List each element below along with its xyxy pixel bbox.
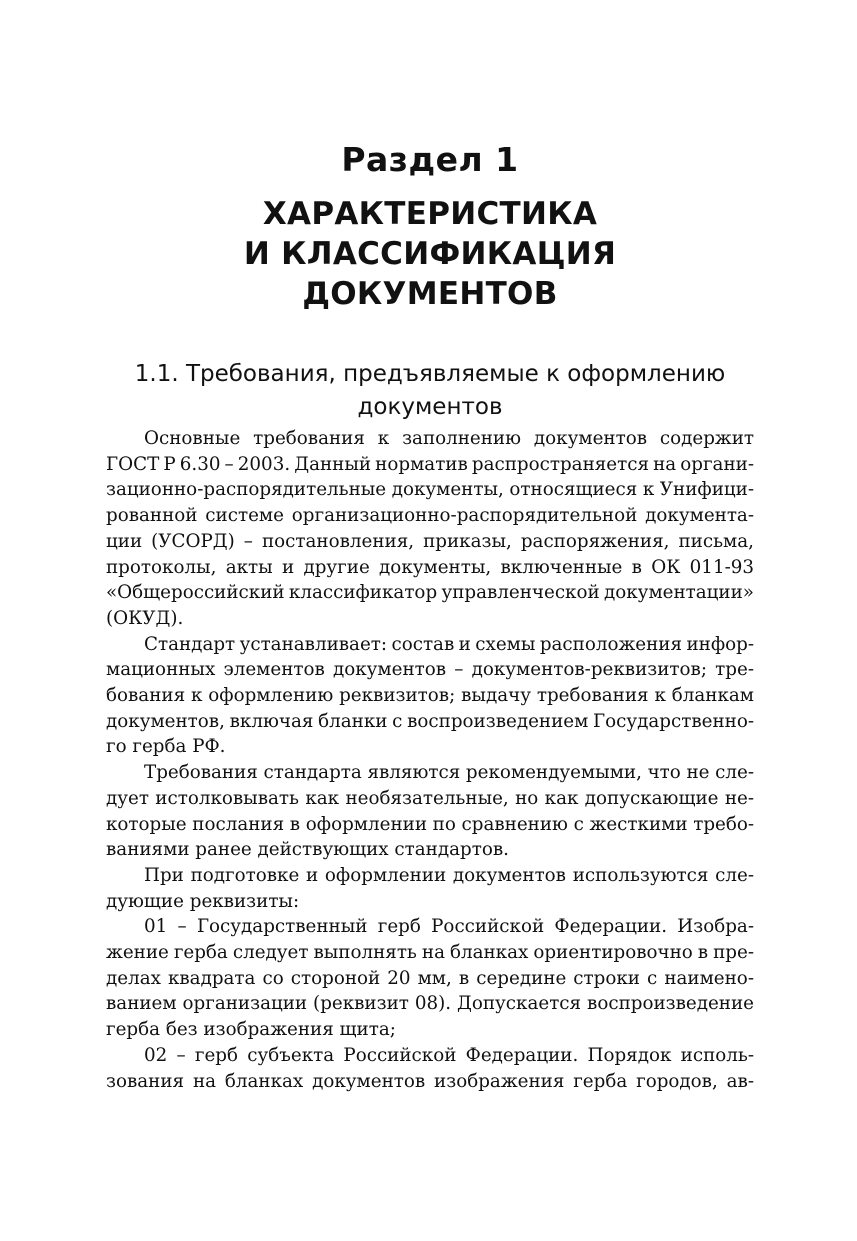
text-line: протоколы, акты и другие документы, включенные в ОК 011-93 [106, 556, 755, 578]
paragraph [106, 760, 754, 863]
text-line: Основные требования к заполнению документов содержит [144, 428, 755, 449]
paragraph [106, 426, 754, 632]
paragraph [106, 1043, 754, 1094]
text-line: 02 – герб субъекта Российской Федерации. Порядок исполь- [144, 1044, 754, 1066]
text-line: ваниями ранее действующих стандартов. [106, 839, 509, 861]
text-line: герба без изображения щита; [106, 1019, 396, 1041]
body-text [106, 426, 754, 1094]
text-line: зования на бланках документов изображения герба городов, ав- [106, 1070, 755, 1092]
section-label: Раздел 1 [341, 140, 519, 179]
paragraph [106, 632, 754, 761]
paragraph [106, 914, 754, 1043]
text-line: которые послания в оформлении по сравнению с жесткими требо- [106, 813, 755, 835]
text-line: ванием организации (реквизит 08). Допускается воспроизведение [106, 993, 754, 1015]
chapter-title-line: ХАРАКТЕРИСТИКА [262, 196, 598, 232]
text-line: «Общероссийский классификатор управленческой документации» [106, 582, 754, 604]
text-line: дует истолковывать как необязательные, но как допускающие не- [106, 787, 754, 809]
page [106, 138, 754, 1094]
text-line: го герба РФ. [106, 736, 226, 758]
text-line: Стандарт устанавливает: состав и схемы расположения инфор- [144, 633, 755, 655]
text-line: документов, включая бланки с воспроизведением Государственно- [106, 710, 755, 732]
text-line: 01 – Государственный герб Российской Федерации. Изобра- [144, 916, 754, 938]
subsection-title-line: документов [357, 394, 503, 420]
subsection-title [106, 358, 754, 424]
text-line: жение герба следует выполнять на бланках ориентировочно в пре- [106, 942, 754, 964]
chapter-title-line: ДОКУМЕНТОВ [302, 276, 558, 312]
text-line: делах квадрата со стороной 20 мм, в середине строки с наимено- [106, 967, 754, 989]
text-line: (ОКУД). [106, 607, 184, 629]
subsection-title-line: 1.1. Требования, предъявляемые к оформлению [134, 361, 726, 387]
text-line: мационных элементов документов – документов-реквизитов; тре- [106, 659, 754, 681]
text-line: дующие реквизиты: [106, 890, 300, 912]
chapter-title [106, 194, 754, 314]
text-line: бования к оформлению реквизитов; выдачу требования к бланкам [106, 685, 754, 707]
text-line: При подготовке и оформлении документов используются сле- [144, 864, 755, 886]
text-line: Требования стандарта являются рекомендуемыми, что не сле- [144, 762, 754, 784]
paragraph [106, 863, 754, 914]
chapter-title-line: И КЛАССИФИКАЦИЯ [243, 236, 617, 272]
text-line: рованной системе организационно-распорядительной документа- [106, 505, 755, 527]
text-line: ГОСТ Р 6.30 – 2003. Данный норматив распространяется на органи- [106, 453, 754, 475]
text-line: зационно-распорядительные документы, относящиеся к Унифици- [106, 479, 754, 501]
text-line: ции (УСОРД) – постановления, приказы, распоряжения, письма, [106, 530, 754, 552]
